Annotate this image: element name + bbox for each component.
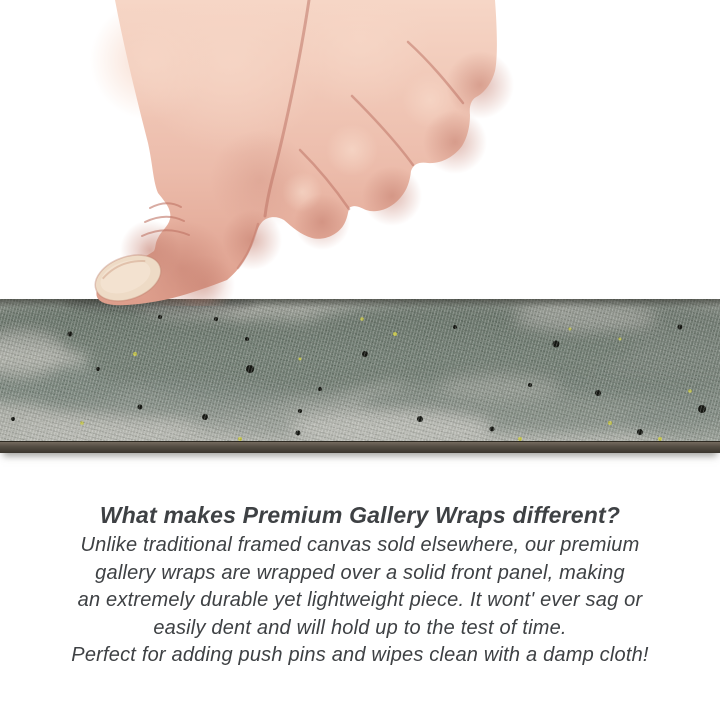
canvas-strip-underside xyxy=(0,441,720,453)
marketing-copy xyxy=(0,500,720,670)
body-line-4: easily dent and will hold up to the test of time. xyxy=(153,616,567,639)
body-line-5: Perfect for adding push pins and wipes clean with a damp cloth! xyxy=(71,644,649,666)
hand-pressing-thumb-photo xyxy=(0,0,720,306)
body-line-3: an extremely durable yet lightweight piece. It wont' ever sag or xyxy=(77,589,643,611)
headline: What makes Premium Gallery Wraps different? xyxy=(99,502,621,528)
body-line-2: gallery wraps are wrapped over a solid front panel, making xyxy=(95,561,625,584)
canvas-edge-strip xyxy=(0,299,720,453)
body-line-1: Unlike traditional framed canvas sold elsewhere, our premium xyxy=(80,534,640,556)
canvas-weave-overlay xyxy=(0,299,720,442)
